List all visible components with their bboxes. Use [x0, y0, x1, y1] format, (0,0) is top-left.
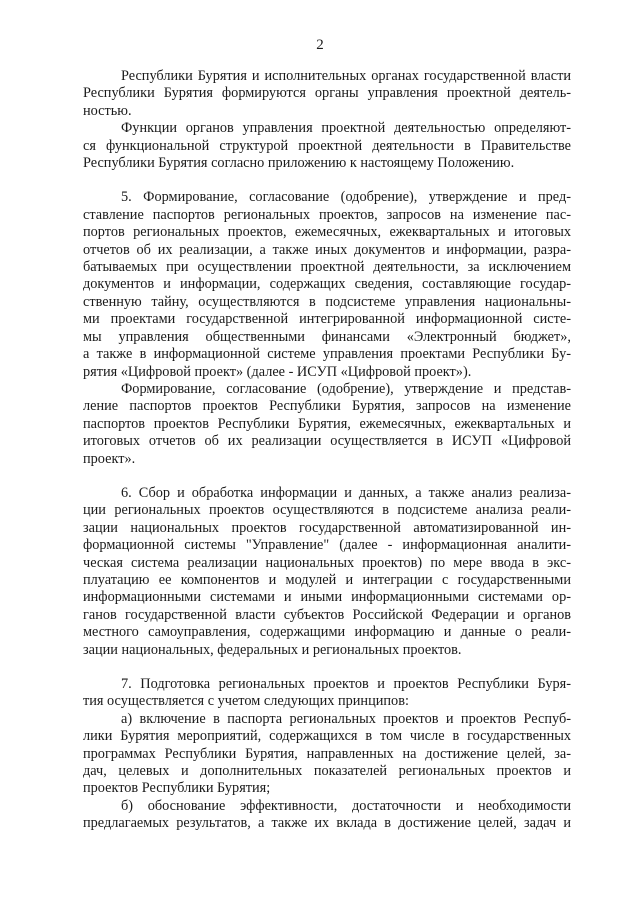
text-line: 5. Формирование, согласование (одобрение), утверждение и пред- [121, 189, 571, 206]
text-line: информационными системами и иными информационными системами ор- [83, 589, 571, 606]
paragraph [83, 676, 571, 711]
text-line: ственную тайну, осуществляются в подсистеме управления национальны- [83, 293, 571, 310]
paragraph [83, 68, 571, 120]
text-line: ставление паспортов региональных проектов, запросов на изменение пас- [83, 206, 571, 223]
paragraph [83, 485, 571, 659]
text-line: б) обоснование эффективности, достаточности и необходимости [121, 797, 571, 814]
text-line: а) включение в паспорта региональных проектов и проектов Респуб- [121, 710, 571, 727]
paragraph [83, 120, 571, 172]
paragraph [83, 189, 571, 380]
text-line: плуатацию ее компонентов и модулей и интеграции с государственными [83, 571, 571, 588]
page-number: 2 [316, 37, 324, 53]
text-line: документов и информации, содержащих сведения, составляющие государ- [83, 276, 571, 293]
text-line: Формирование, согласование (одобрение), утверждение и представ- [121, 380, 571, 397]
text-line: ми проектами государственной интегрированной информационной систе- [83, 311, 571, 328]
paragraph [83, 798, 571, 833]
text-line: лики Бурятия мероприятий, содержащихся в том числе в государственных [83, 728, 571, 745]
text-line: рятия «Цифровой проект» (далее - ИСУП «Цифровой проект»). [83, 363, 472, 380]
text-line: зации национальных, федеральных и региональных проектов. [83, 641, 462, 658]
text-line: формационной системы "Управление" (далее - информационная аналити- [83, 537, 571, 554]
text-line: ции региональных проектов осуществляются в подсистеме анализа реали- [83, 502, 571, 519]
paragraph-gap [83, 172, 571, 189]
text-line: зации национальных проектов государственной автоматизированной ин- [83, 519, 571, 536]
text-line: портов региональных проектов, ежемесячных, ежеквартальных и итоговых [83, 224, 571, 241]
text-line: Функции органов управления проектной деятельностью определяют- [121, 120, 571, 137]
text-line: проект». [83, 450, 136, 467]
text-line: итоговых отчетов об их реализации осуществляется в ИСУП «Цифровой [83, 433, 571, 450]
text-line: Республики Бурятия формируются органы управления проектной деятель- [83, 85, 571, 102]
text-line: предлагаемых результатов, а также их вклада в достижение целей, задач и [83, 815, 571, 832]
paragraph [83, 711, 571, 798]
text-line: 6. Сбор и обработка информации и данных, а также анализ реализа- [121, 484, 571, 501]
text-line: отчетов об их реализации, а также иных документов и информации, разра- [83, 241, 571, 258]
text-line: паспортов проектов Республики Бурятия, ежемесячных, ежеквартальных и [83, 415, 571, 432]
text-line: дач, целевых и дополнительных показателей региональных проектов и [83, 763, 571, 780]
text-line: местного самоуправления, содержащими информацию и данные о реали- [83, 624, 571, 641]
text-line: проектов Республики Бурятия; [83, 780, 271, 797]
text-line: программах Республики Бурятия, направленных на достижение целей, за- [83, 745, 571, 762]
text-line: ческая система реализации национальных проектов) по мере ввода в экс- [83, 554, 571, 571]
paragraph-gap [83, 468, 571, 485]
text-line: Республики Бурятия и исполнительных органах государственной власти [121, 68, 571, 84]
text-line: мы управления общественными финансами «Электронный бюджет», [83, 328, 571, 345]
text-line: ление паспортов проектов Республики Бурятия, запросов на изменение [83, 398, 571, 415]
paragraph [83, 381, 571, 468]
document-body [83, 68, 571, 833]
text-line: 7. Подготовка региональных проектов и проектов Республики Буря- [121, 676, 571, 692]
text-line: ганов государственной власти субъектов Российской Федерации и органов [83, 606, 571, 623]
text-line: а также в информационной системе управления проектами Республики Бу- [83, 346, 571, 363]
text-line: батываемых при осуществлении проектной деятельности, за исключением [83, 259, 571, 276]
text-line: Республики Бурятия согласно приложению к настоящему Положению. [83, 155, 515, 172]
text-line: ностью. [83, 102, 132, 119]
text-line: тия осуществляется с учетом следующих принципов: [83, 693, 409, 710]
text-line: ся функциональной структурой проектной деятельности в Правительстве [83, 137, 571, 154]
paragraph-gap [83, 659, 571, 676]
